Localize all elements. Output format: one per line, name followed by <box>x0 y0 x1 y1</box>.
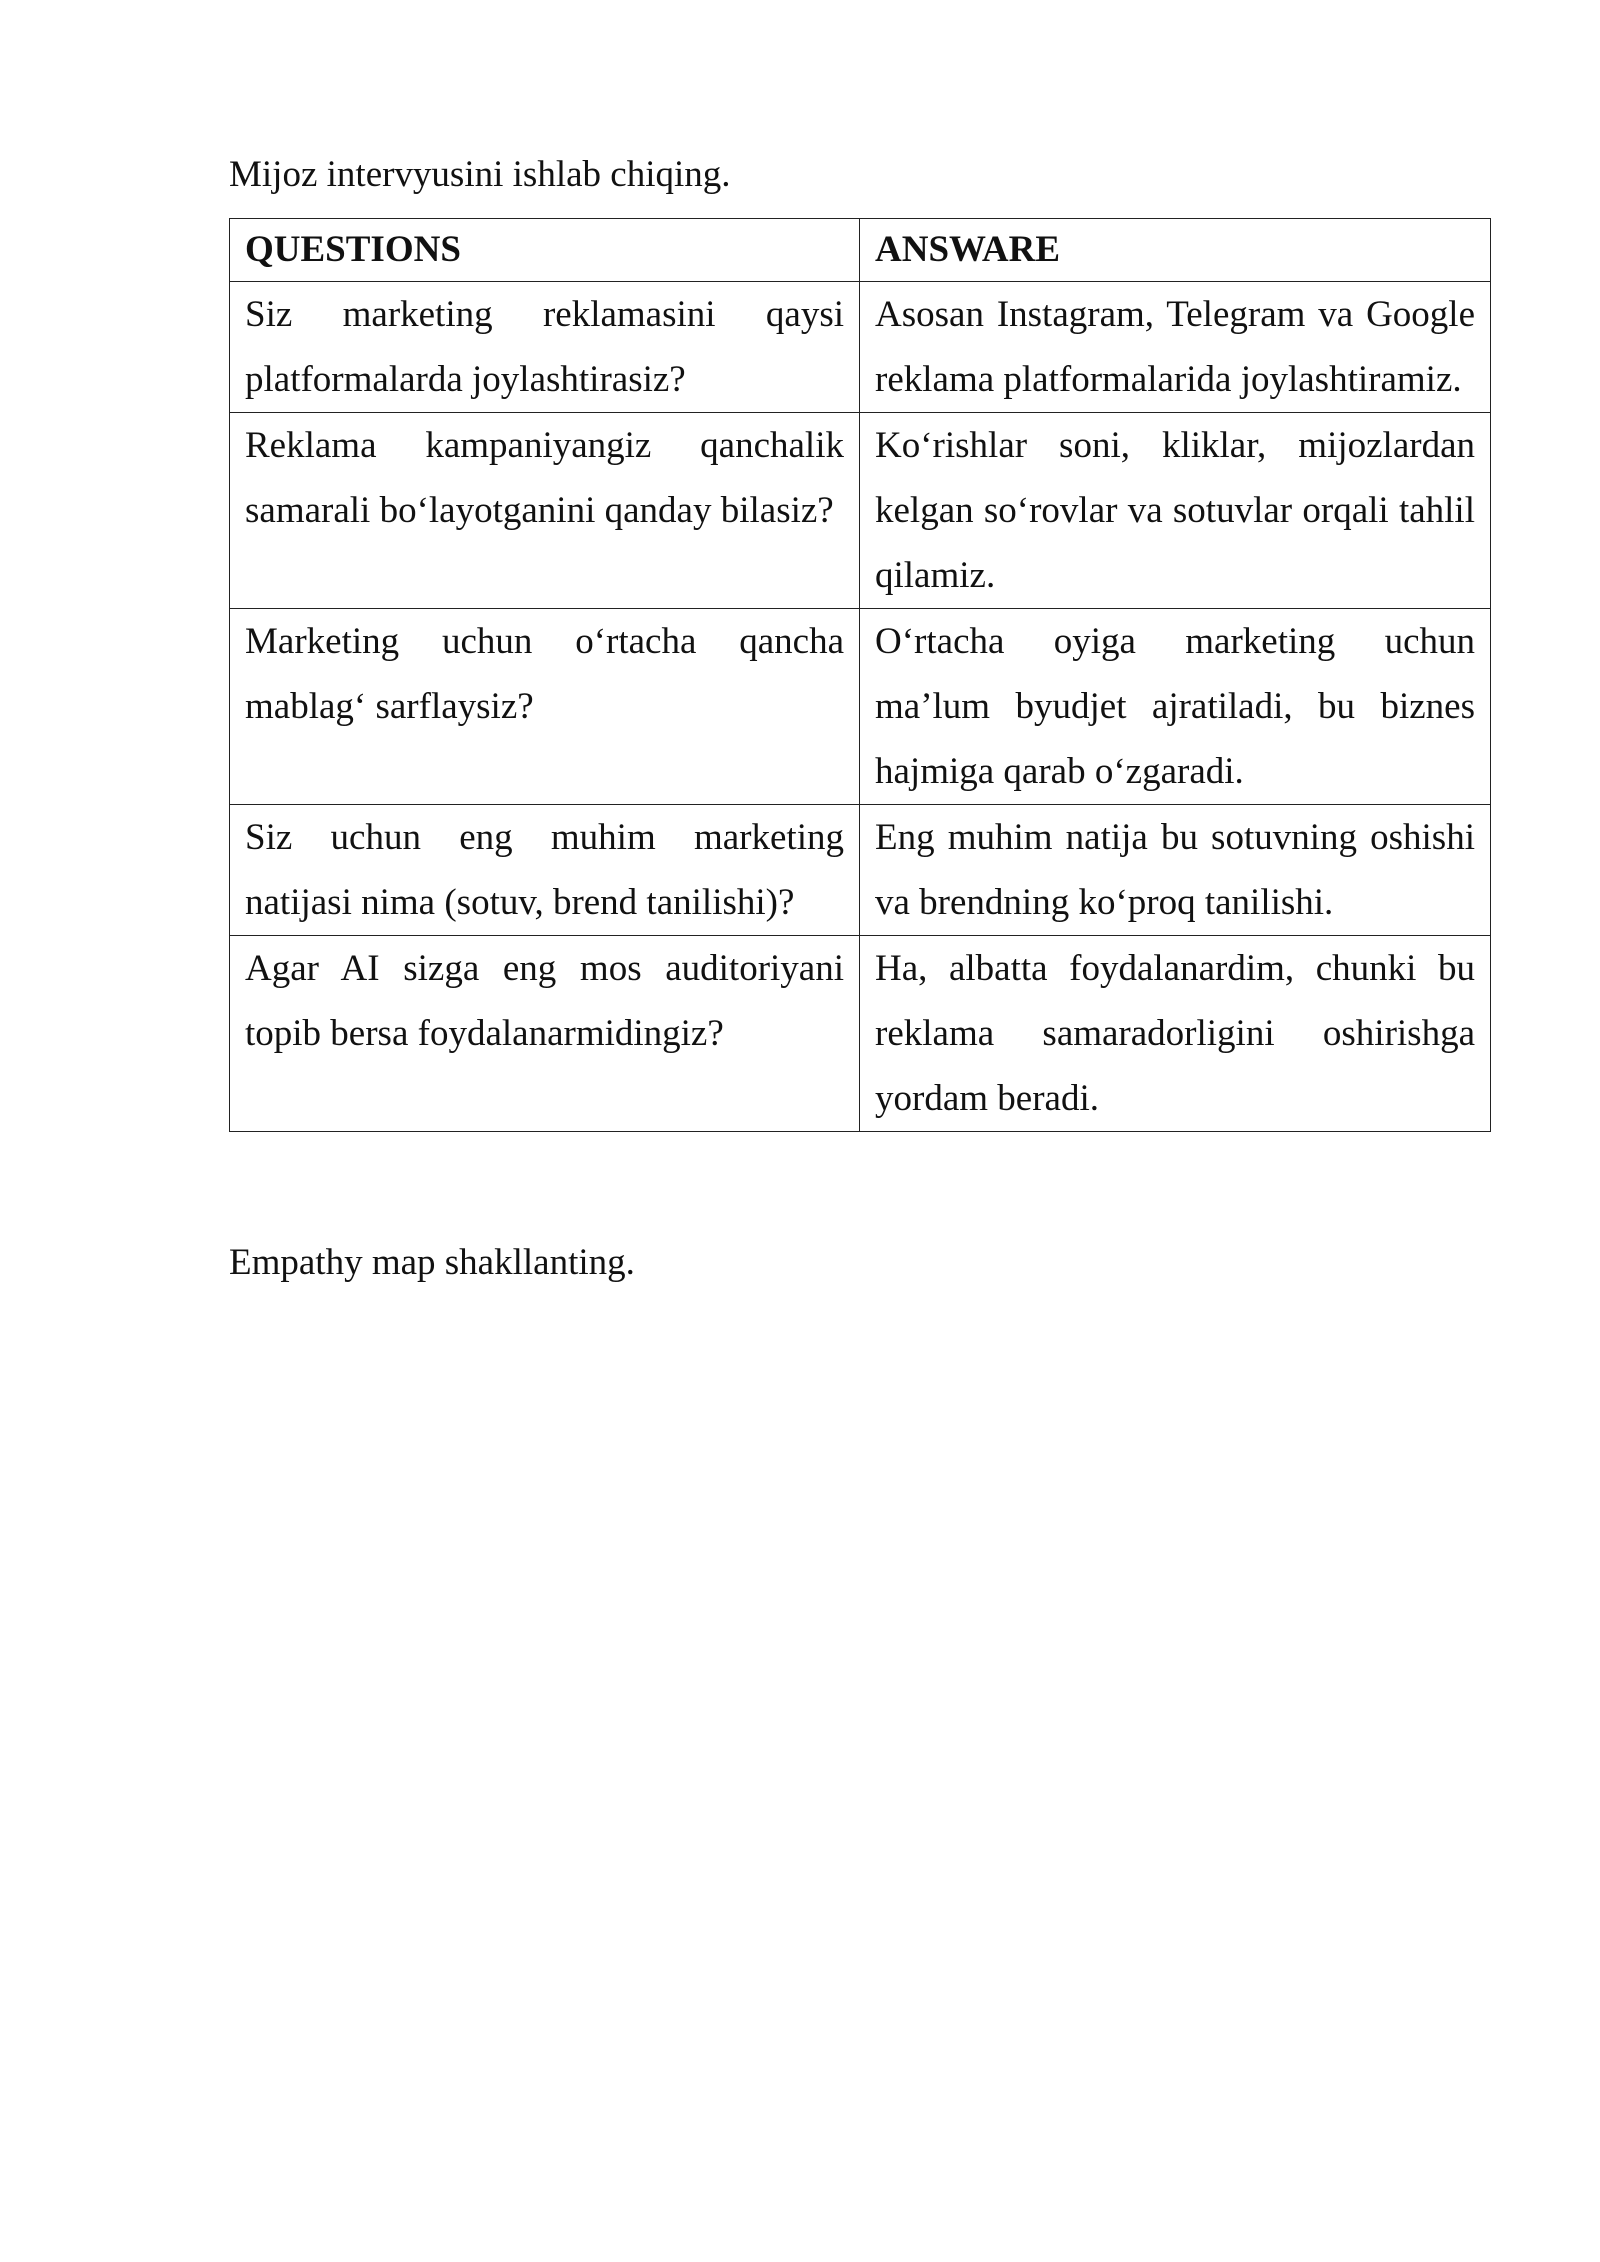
empathy-map-heading: Empathy map shakllanting. <box>229 1242 635 1283</box>
answer-cell: Eng muhim natija bu sotuvning oshishi va brendning ko‘proq tanilishi. <box>860 805 1491 936</box>
questions-column-header: QUESTIONS <box>230 219 860 282</box>
table-row <box>230 413 1491 609</box>
table-header-row <box>230 219 1491 282</box>
table-row <box>230 936 1491 1132</box>
table-row <box>230 282 1491 413</box>
question-cell: Agar AI sizga eng mos auditoriyani topib bersa foydalanarmidingiz? <box>230 936 860 1132</box>
question-cell: Siz uchun eng muhim marketing natijasi nima (sotuv, brend tanilishi)? <box>230 805 860 936</box>
table-row <box>230 805 1491 936</box>
answer-cell: Asosan Instagram, Telegram va Google reklama platformalarida joylashtiramiz. <box>860 282 1491 413</box>
table-row <box>230 609 1491 805</box>
answer-cell: Ha, albatta foydalanardim, chunki bu reklama samaradorligini oshirishga yordam beradi. <box>860 936 1491 1132</box>
answer-cell: Ko‘rishlar soni, kliklar, mijozlardan kelgan so‘rovlar va sotuvlar orqali tahlil qilamiz. <box>860 413 1491 609</box>
question-cell: Siz marketing reklamasini qaysi platformalarda joylashtirasiz? <box>230 282 860 413</box>
interview-heading: Mijoz intervyusini ishlab chiqing. <box>229 154 731 195</box>
question-cell: Reklama kampaniyangiz qanchalik samarali bo‘layotganini qanday bilasiz? <box>230 413 860 609</box>
interview-table <box>229 218 1491 1132</box>
question-cell: Marketing uchun o‘rtacha qancha mablag‘ sarflaysiz? <box>230 609 860 805</box>
answers-column-header: ANSWARE <box>860 219 1491 282</box>
answer-cell: O‘rtacha oyiga marketing uchun ma’lum byudjet ajratiladi, bu biznes hajmiga qarab o‘zgaradi. <box>860 609 1491 805</box>
